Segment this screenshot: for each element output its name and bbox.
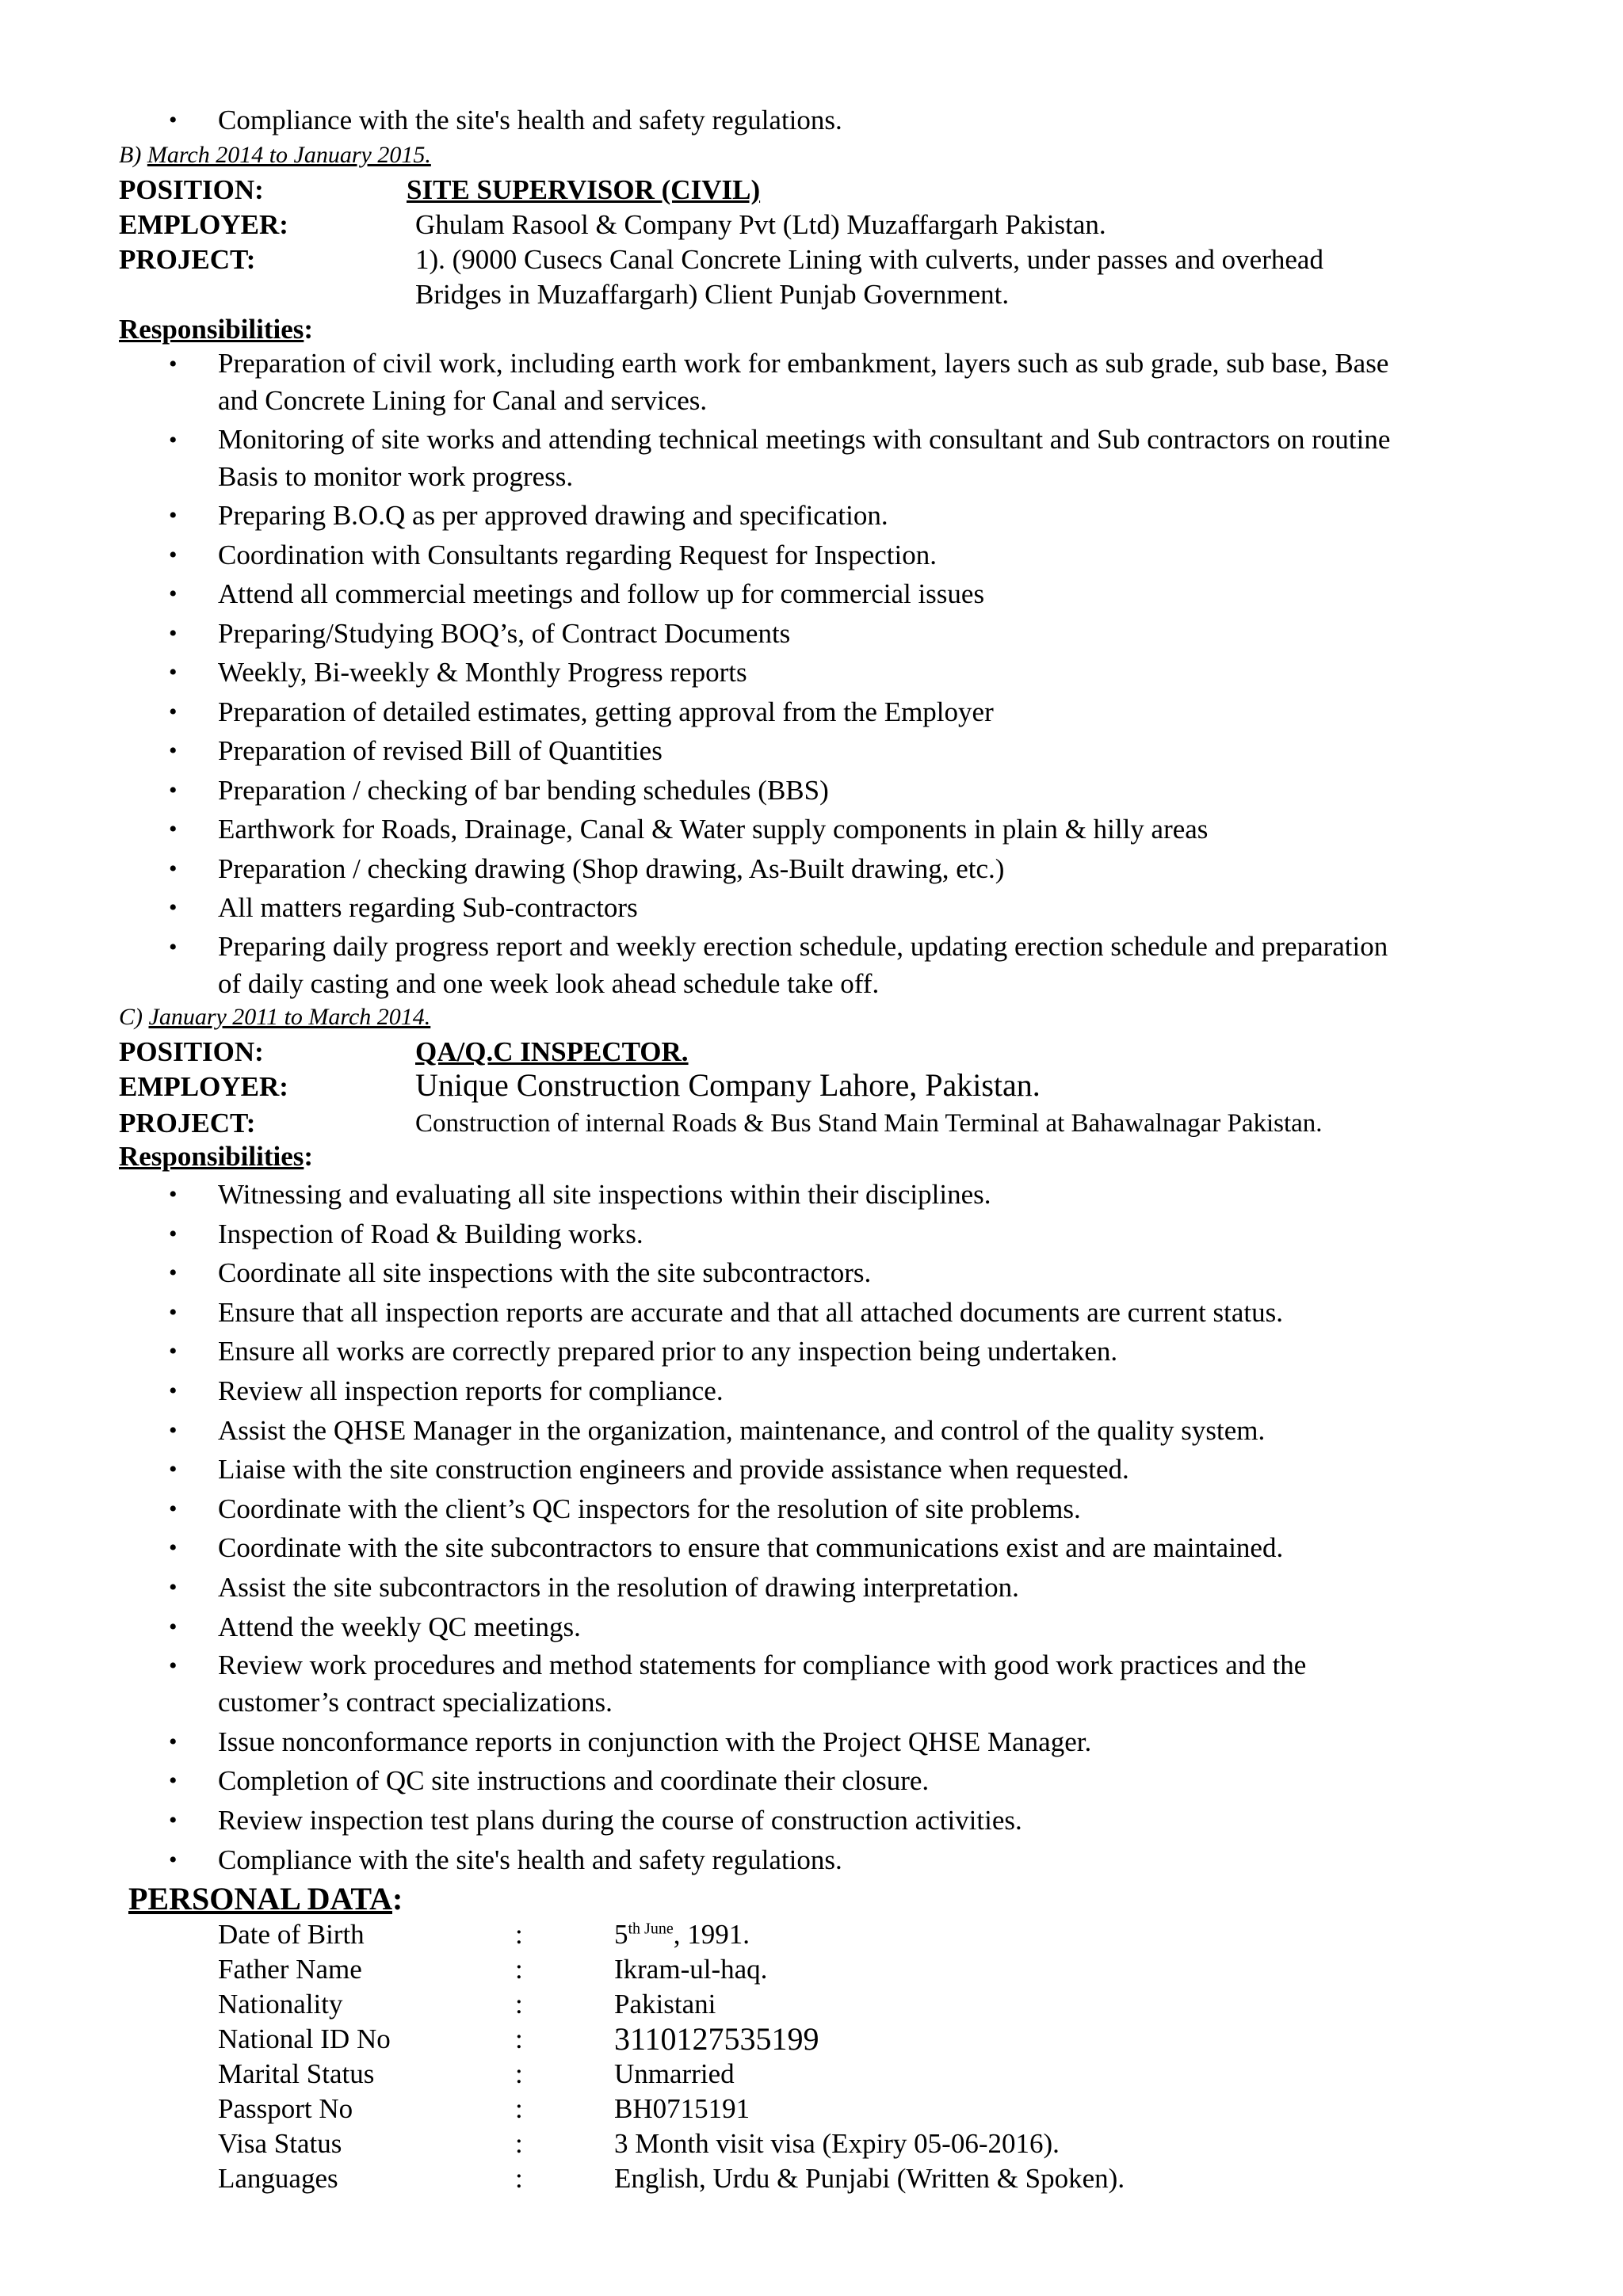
list-item-text: • Completion of QC site instructions and coordinate their closure. (218, 1765, 930, 1797)
list-item-text: • Preparing B.O.Q as per approved drawing and specification. (218, 500, 888, 531)
list-item-text: • Weekly, Bi-weekly & Monthly Progress reports (218, 657, 747, 688)
list-item (218, 1372, 724, 1410)
personal-data-colon: : (515, 2128, 523, 2159)
list-item (218, 1802, 1022, 1840)
job-c-position: QA/Q.C INSPECTOR. (415, 1036, 689, 1067)
personal-data-colon: : (515, 1919, 523, 1950)
personal-data-colon: : (515, 1989, 523, 2019)
list-item-text: • Coordinate with the site subcontractors to ensure that communications exist and are maintained. (218, 1532, 1284, 1564)
job-c-employer: Unique Construction Company Lahore, Pakistan. (415, 1067, 1041, 1103)
list-item-text: • Issue nonconformance reports in conjunction with the Project QHSE Manager. (218, 1726, 1092, 1757)
list-item (218, 1762, 929, 1800)
list-item (218, 889, 638, 927)
list-item-text: • Coordinate with the client’s QC inspectors for the resolution of site problems. (218, 1493, 1081, 1524)
list-item (218, 1333, 1117, 1371)
personal-data-key: Passport No (218, 2093, 353, 2124)
list-item (218, 810, 1208, 849)
job-b-responsibilities-heading: Responsibilities: (119, 314, 314, 345)
job-c-project-label: PROJECT: (119, 1108, 256, 1138)
list-item-text: • Review inspection test plans during the course of construction activities. (218, 1805, 1022, 1836)
personal-data-value: BH0715191 (614, 2093, 750, 2124)
list-item-text: • Preparation of revised Bill of Quantities (218, 735, 663, 766)
personal-data-key: National ID No (218, 2023, 391, 2054)
job-c-project: Construction of internal Roads & Bus Stand Main Terminal at Bahawalnagar Pakistan. (415, 1109, 1323, 1138)
list-item-text: • Preparation / checking of bar bending schedules (BBS) (218, 774, 829, 806)
list-item (218, 693, 994, 731)
list-item (218, 421, 1390, 496)
list-item (218, 1647, 1306, 1722)
list-item-text: and Concrete Lining for Canal and services. (218, 385, 708, 416)
list-item (218, 615, 790, 653)
list-item-text: • Preparation of civil work, including earth work for embankment, layers such as sub grade, sub base, Base (218, 348, 1389, 379)
personal-data-colon: : (515, 2093, 523, 2124)
list-item (218, 497, 888, 535)
job-c-position-label: POSITION: (119, 1036, 264, 1067)
list-item (218, 1608, 581, 1646)
list-item-text: • Review work procedures and method statements for compliance with good work practices and the (218, 1650, 1307, 1681)
list-item (218, 1490, 1081, 1528)
list-item-text: • Monitoring of site works and attending technical meetings with consultant and Sub contractors on routine (218, 423, 1391, 455)
list-item-text: • Earthwork for Roads, Drainage, Canal & Water supply components in plain & hilly areas (218, 814, 1209, 845)
list-item-text: • Inspection of Road & Building works. (218, 1218, 643, 1249)
list-item-text: • Witnessing and evaluating all site inspections within their disciplines. (218, 1179, 991, 1210)
list-item-text: • Preparation / checking drawing (Shop drawing, As-Built drawing, etc.) (218, 852, 1005, 884)
personal-data-value: English, Urdu & Punjabi (Written & Spoken). (614, 2163, 1125, 2194)
job-b-project-line-2: Bridges in Muzaffargarh) Client Punjab Government. (415, 279, 1010, 310)
job-b-position: SITE SUPERVISOR (CIVIL) (407, 174, 761, 205)
list-item (218, 732, 663, 770)
personal-data-colon: : (515, 2023, 523, 2054)
personal-data-value: $5^{th June}$, 1991. (614, 1919, 750, 1950)
list-item (218, 929, 1388, 1003)
list-item-text: • Attend the weekly QC meetings. (218, 1611, 581, 1642)
job-c-period: C) January 2011 to March 2014. (119, 1004, 431, 1030)
list-item (218, 1841, 842, 1879)
list-item-text: • Ensure all works are correctly prepared prior to any inspection being undertaken. (218, 1336, 1118, 1367)
list-item-text: • Ensure that all inspection reports are accurate and that all attached documents are current status. (218, 1296, 1284, 1328)
list-item-text: • All matters regarding Sub-contractors (218, 892, 638, 923)
list-item (218, 850, 1004, 888)
job-b-period: B) March 2014 to January 2015. (119, 142, 431, 168)
list-item-text: • Attend all commercial meetings and follow up for commercial issues (218, 578, 985, 609)
list-item (218, 654, 747, 692)
list-item-text: • Coordination with Consultants regarding Request for Inspection. (218, 539, 937, 570)
list-item-text: • Compliance with the site's health and safety regulations. (218, 1844, 842, 1875)
list-item (218, 536, 937, 574)
job-b-project-label: PROJECT: (119, 244, 256, 275)
list-item (218, 1254, 871, 1292)
list-item (218, 1723, 1091, 1761)
job-b-position-label: POSITION: (119, 174, 264, 205)
list-item-text: • Review all inspection reports for compliance. (218, 1375, 724, 1406)
job-b-employer-label: EMPLOYER: (119, 209, 288, 240)
personal-data-key: Father Name (218, 1954, 362, 1985)
job-c-employer-label: EMPLOYER: (119, 1071, 288, 1102)
list-item (218, 1412, 1265, 1450)
personal-data-value: Ikram-ul-haq. (614, 1954, 768, 1985)
list-item-text: • Assist the QHSE Manager in the organization, maintenance, and control of the quality system. (218, 1414, 1266, 1446)
list-item-text: • Assist the site subcontractors in the resolution of drawing interpretation. (218, 1572, 1019, 1603)
personal-data-heading: PERSONAL DATA: (128, 1881, 403, 1917)
list-item-text: • Preparing daily progress report and weekly erection schedule, updating erection schedule and preparation (218, 930, 1388, 962)
list-item-text: Basis to monitor work progress. (218, 460, 574, 492)
list-item (218, 1529, 1283, 1567)
personal-data-key: Nationality (218, 1989, 343, 2019)
job-b-employer: Ghulam Rasool & Company Pvt (Ltd) Muzaffargarh Pakistan. (415, 209, 1106, 240)
personal-data-colon: : (515, 1954, 523, 1985)
list-item (218, 1176, 991, 1214)
list-item (218, 1569, 1019, 1607)
personal-data-key: Visa Status (218, 2128, 342, 2159)
list-item (218, 1215, 643, 1253)
personal-data-key: Languages (218, 2163, 338, 2194)
personal-data-colon: : (515, 2058, 523, 2089)
personal-data-value: 3110127535199 (614, 2021, 819, 2057)
personal-data-colon: : (515, 2163, 523, 2194)
list-item (218, 1294, 1283, 1332)
personal-data-value: Unmarried (614, 2058, 735, 2089)
list-item-text: • Coordinate all site inspections with the site subcontractors. (218, 1257, 872, 1289)
personal-data-key: Date of Birth (218, 1919, 365, 1950)
list-item (218, 575, 984, 613)
list-item-text: • Liaise with the site construction engineers and provide assistance when requested. (218, 1454, 1129, 1486)
list-item (218, 772, 829, 810)
list-item-text: customer’s contract specializations. (218, 1687, 613, 1718)
job-c-responsibilities-heading: Responsibilities: (119, 1141, 314, 1172)
list-item (218, 345, 1388, 420)
list-item: • Compliance with the site's health and safety regulations. (218, 101, 842, 139)
personal-data-value: Pakistani (614, 1989, 716, 2019)
list-item-text: • Preparing/Studying BOQ’s, of Contract Documents (218, 617, 791, 649)
list-item-text: of daily casting and one week look ahead schedule take off. (218, 967, 880, 999)
job-b-project-line-1: 1). (9000 Cusecs Canal Concrete Lining with culverts, under passes and overhead (415, 244, 1323, 275)
personal-data-key: Marital Status (218, 2058, 375, 2089)
personal-data-value: 3 Month visit visa (Expiry 05-06-2016). (614, 2128, 1060, 2159)
list-item-text: • Preparation of detailed estimates, getting approval from the Employer (218, 696, 994, 727)
list-item (218, 1451, 1129, 1489)
